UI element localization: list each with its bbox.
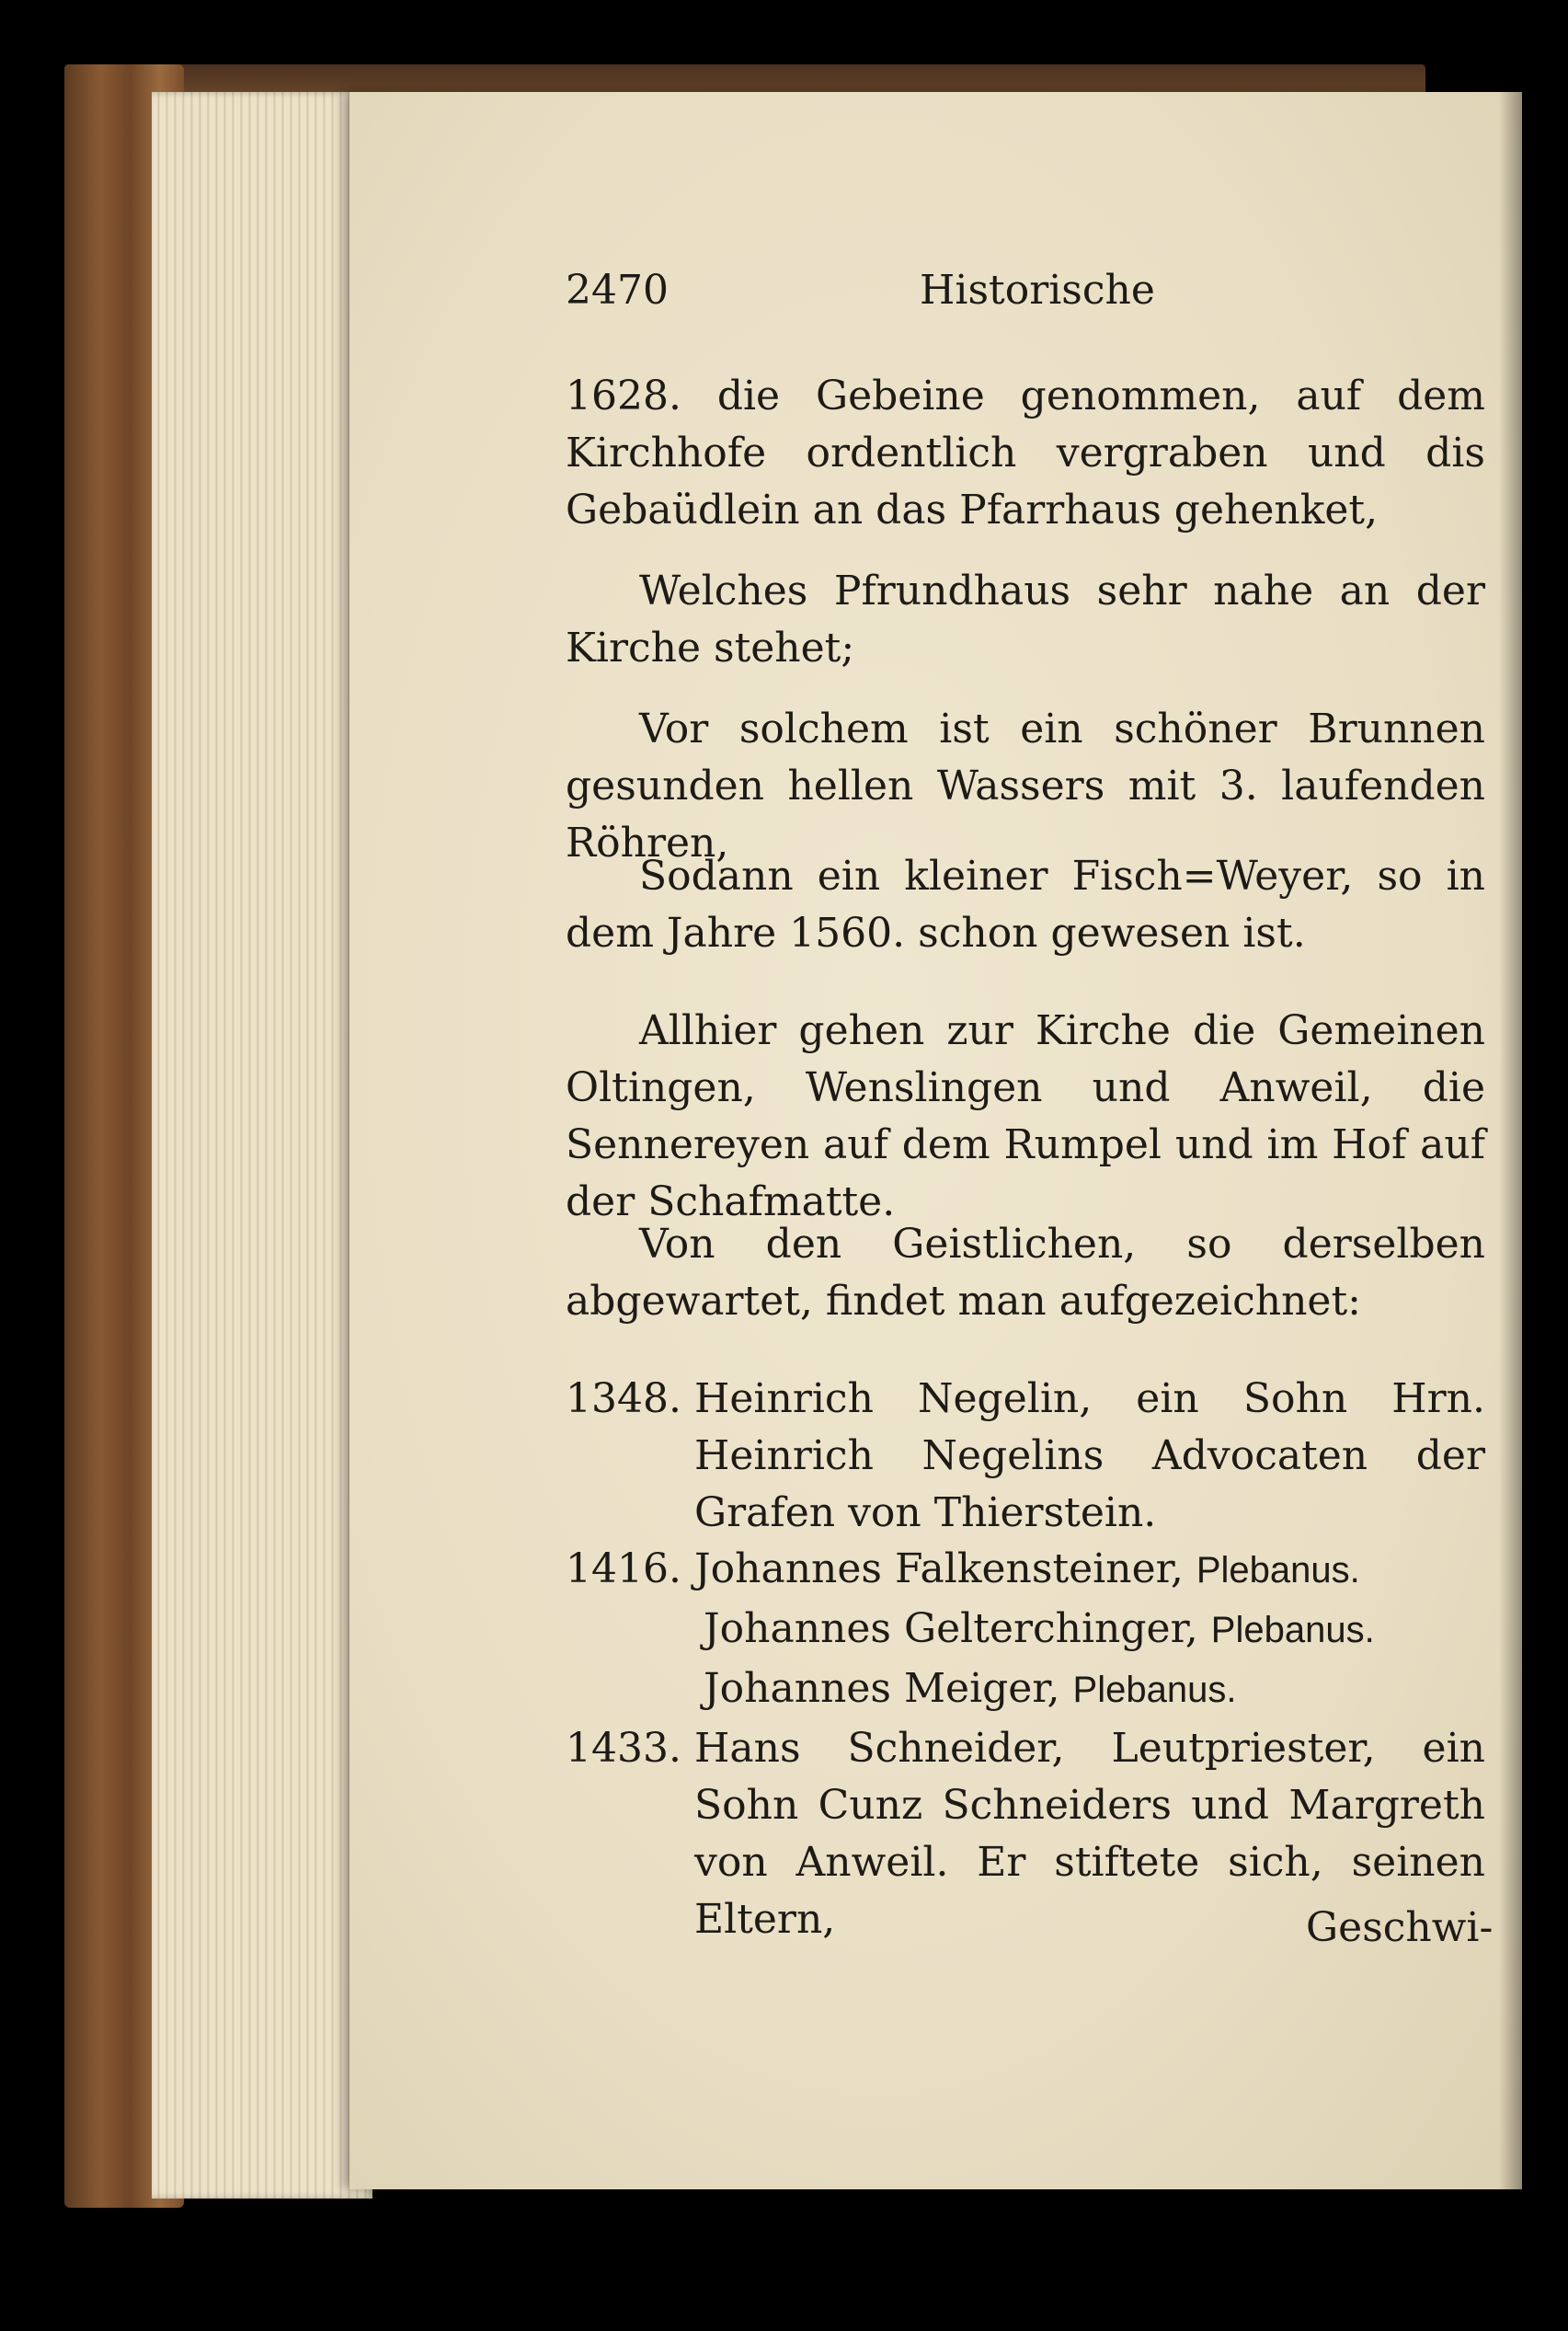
clergy-entry: Hans Schneider, Leutpriester, ein Sohn Cunz Schneiders und Margreth von Anweil. Er stiftete sich, seinen Eltern, [694, 1725, 1485, 1943]
page-number: 2470 [566, 267, 669, 314]
clergy-entry: Heinrich Negelin, ein Sohn Hrn. Heinrich Negelins Advocaten der Grafen von Thierstein. [694, 1375, 1485, 1536]
paragraph-6: Von den Geistlichen, so derselben abgewartet, findet man aufgezeichnet: [566, 1221, 1485, 1325]
paragraph-2: Welches Pfrundhaus sehr nahe an der Kirche stehet; [566, 568, 1485, 672]
running-title: Historische [920, 267, 1155, 314]
catchword: Geschwi- [1306, 1904, 1494, 1951]
clergy-year: 1348. [566, 1375, 681, 1422]
clergy-name: Johannes Meiger, [704, 1665, 1060, 1712]
paragraph-4: Sodann ein kleiner Fisch=Weyer, so in dem Jahre 1560. schon gewesen ist. [566, 853, 1485, 957]
clergy-title: Plebanus. [1196, 1550, 1360, 1590]
paragraph-3: Vor solchem ist ein schöner Brunnen gesunden hellen Wassers mit 3. laufenden Röhren, [566, 706, 1485, 867]
clergy-title: Plebanus. [1210, 1610, 1375, 1650]
clergy-name: Johannes Gelterchinger, [704, 1605, 1198, 1652]
page-header [566, 267, 1485, 331]
clergy-name: Johannes Falkensteiner, [694, 1545, 1184, 1592]
clergy-title: Plebanus. [1072, 1670, 1237, 1710]
clergy-entry [704, 1660, 1494, 1718]
clergy-entry [704, 1601, 1494, 1659]
clergy-entry [694, 1541, 1485, 1599]
paragraph-5: Allhier gehen zur Kirche die Gemeinen Oltingen, Wenslingen und Anweil, die Sennereyen auf dem Rumpel und im Hof auf der Schafmatte. [566, 1007, 1485, 1225]
page-gutter-shadow [1499, 92, 1536, 2189]
clergy-year: 1416. [566, 1545, 681, 1592]
paragraph-1: 1628. die Gebeine genommen, auf dem Kirchhofe ordentlich vergraben und dis Gebaüdlein an das Pfarrhaus gehenket, [566, 373, 1485, 534]
clergy-year: 1433. [566, 1725, 681, 1772]
page-edges [152, 92, 372, 2199]
